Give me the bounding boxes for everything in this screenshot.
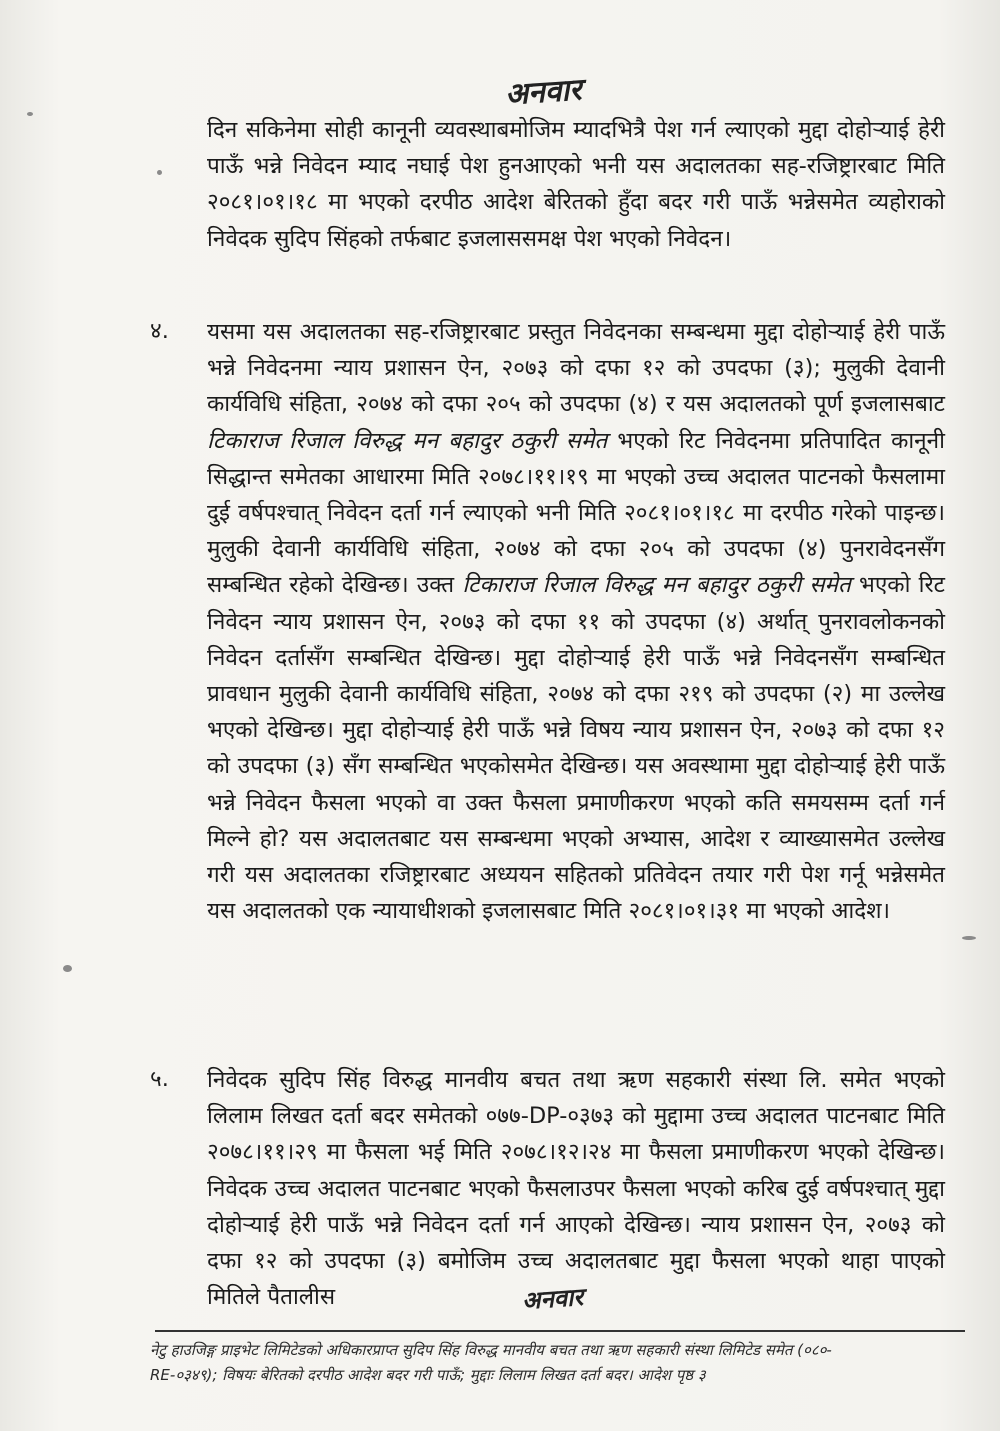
paragraph-4-text-2: भएको रिट निवेदनमा प्रतिपादित कानूनी सिद्धान्त समेतका आधारमा मिति २०७८।११।१९ मा भएको उच्च अदालत पाटनको फैसलामा दुई वर्षपश्चात् निवेदन दर्ता गर्न ल्याएको भनी मिति २०८१।०१।१८ मा दरपीठ गरेको पाइन्छ। मुलुकी देवानी कार्यविधि संहिता, २०७४ को दफा २०५ को उपदफा (४) पुनरावेदनसँग सम्बन्धित रहेको देखिन्छ। उक्त — [207, 427, 945, 599]
paragraph-number-5: ५. — [150, 1066, 169, 1092]
paragraph-5: निवेदक सुदिप सिंह विरुद्ध मानवीय बचत तथा ऋण सहकारी संस्था लि. समेत भएको लिलाम लिखत दर्ता बदर समेतको ०७७-DP-०३७३ को मुद्दामा उच्च अदालत पाटनबाट मिति २०७८।११।२९ मा फैसला भई मिति २०७८।१२।२४ मा फैसला प्रमाणीकरण भएको देखिन्छ। निवेदक उच्च अदालत पाटनबाट भएको फैसलाउपर फैसला भएको करिब दुई वर्षपश्चात् मुद्दा दोहोऱ्याई हेरी पाऊँ भन्ने निवेदन दर्ता गर्न आएको देखिन्छ। न्याय प्रशासन ऐन, २०७३ को दफा १२ को उपदफा (३) बमोजिम उच्च अदालतबाट मुद्दा फैसला भएको थाहा पाएको मितिले पैतालीस — [207, 1067, 945, 1311]
signature-top: अनवार — [504, 72, 583, 113]
scan-speck — [157, 170, 162, 175]
scan-speck — [27, 112, 33, 116]
paragraph-4-text-3: भएको रिट निवेदन न्याय प्रशासन ऐन, २०७३ को दफा ११ को उपदफा (४) अर्थात् पुनरावलोकनको निवेदन दर्तासँग सम्बन्धित देखिन्छ। मुद्दा दोहोऱ्याई हेरी पाऊँ भन्ने निवेदनसँग सम्बन्धित प्रावधान मुलुकी देवानी कार्यविधि संहिता, २०७४ को दफा २१९ को उपदफा (२) मा उल्लेख भएको देखिन्छ। मुद्दा दोहोऱ्याई हेरी पाऊँ भन्ने विषय न्याय प्रशासन ऐन, २०७३ को दफा १२ को उपदफा (३) सँग सम्बन्धित भएकोसमेत देखिन्छ। यस अवस्थामा मुद्दा दोहोऱ्याई हेरी पाऊँ भन्ने निवेदन फैसला भएको वा उक्त फैसला प्रमाणीकरण भएको कति समयसम्म दर्ता गर्न मिल्ने हो? यस अदालतबाट यस सम्बन्धमा भएको अभ्यास, आदेश र व्याख्यासमेत उल्लेख गरी यस अदालतका रजिष्ट्रारबाट अध्ययन सहितको प्रतिवेदन तयार गरी पेश गर्नू भन्नेसमेत यस अदालतको एक न्यायाधीशको इजलासबाट मिति २०८१।०१।३१ मा भएको आदेश। — [207, 572, 945, 925]
paragraph-number-4: ४. — [150, 318, 169, 344]
footer-caption — [150, 1338, 940, 1388]
case-name-2: टिकाराज रिजाल विरुद्ध मन बहादुर ठकुरी समेत — [462, 572, 851, 599]
scan-speck — [962, 936, 976, 940]
footer-divider — [155, 1330, 965, 1332]
footer-line-2: RE-०३४९); विषयः बेरितको दरपीठ आदेश बदर गरी पाऊँ; मुद्दाः लिलाम लिखत दर्ता बदर। आदेश पृष्ठ ३ — [150, 1366, 706, 1384]
case-name-1: टिकाराज रिजाल विरुद्ध मन बहादुर ठकुरी समेत — [207, 427, 608, 454]
paragraph-4 — [207, 314, 945, 929]
signature-bottom: अनवार — [521, 1281, 584, 1316]
footer-line-1: नेटु हाउजिङ्ग प्राइभेट लिमिटेडको अधिकारप्राप्त सुदिप सिंह विरुद्ध मानवीय बचत तथा ऋण सहकारी संस्था लिमिटेड समेत (०८०- — [150, 1341, 832, 1359]
intro-paragraph: दिन सकिनेमा सोही कानूनी व्यवस्थाबमोजिम म्यादभित्रै पेश गर्न ल्याएको मुद्दा दोहोऱ्याई हेरी पाऊँ भन्ने निवेदन म्याद नघाई पेश हुनआएको भनी यस अदालतका सह-रजिष्ट्रारबाट मिति २०८१।०१।१८ मा भएको दरपीठ आदेश बेरितको हुँदा बदर गरी पाऊँ भन्नेसमेत व्यहोराको निवेदक सुदिप सिंहको तर्फबाट इजलाससमक्ष पेश भएको निवेदन। — [207, 117, 945, 252]
scan-speck — [63, 965, 72, 972]
paragraph-4-text-1: यसमा यस अदालतका सह-रजिष्ट्रारबाट प्रस्तुत निवेदनका सम्बन्धमा मुद्दा दोहोऱ्याई हेरी पाऊँ भन्ने निवेदनमा न्याय प्रशासन ऐन, २०७३ को दफा १२ को उपदफा (३); मुलुकी देवानी कार्यविधि संहिता, २०७४ को दफा २०५ को उपदफा (४) र यस अदालतको पूर्ण इजलासबाट — [207, 319, 945, 418]
